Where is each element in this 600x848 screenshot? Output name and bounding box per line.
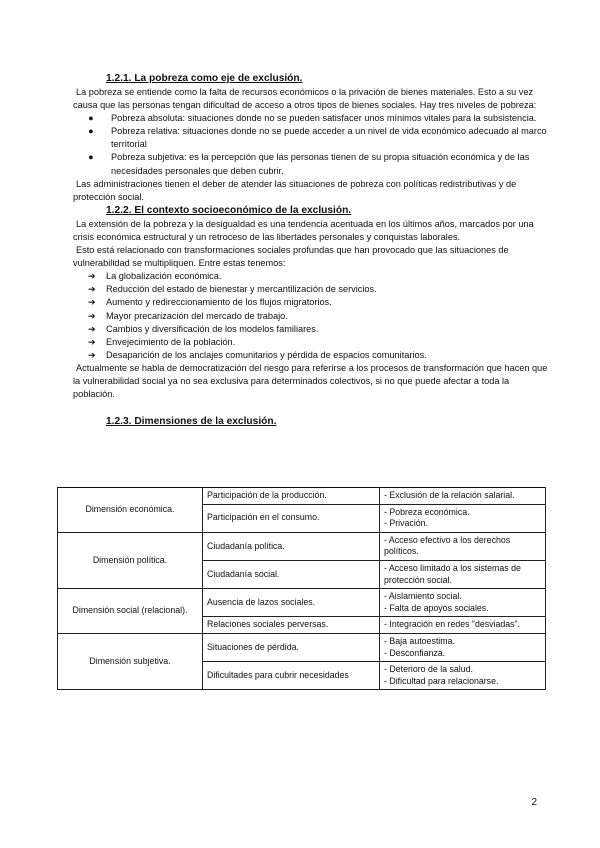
list-item: ➔ La globalización económica.: [73, 270, 551, 283]
dimension-cell: Dimensión subjetiva.: [58, 633, 203, 689]
factor-cell: Ciudadanía social.: [203, 560, 380, 588]
list-item: ➔ Mayor precarización del mercado de trabajo.: [73, 310, 551, 323]
paragraph-social-transformations: Esto está relacionado con transformaciones sociales profundas que han provocado que las situaciones de vulnerabilidad se multipliquen. Entre estas tenemos:: [73, 245, 509, 269]
paragraph-risk-democratization: Actualmente se habla de democratización del riesgo para referirse a los procesos de transformación que hacen que la vulnerabilidad social ya no sea exclusiva para determinados colectivos, si no que puede afectar a toda la población.: [73, 362, 548, 400]
heading-1-2-2: 1.2.2. El contexto socioeconómico de la exclusión.: [106, 204, 352, 216]
factor-cell: Participación en el consumo.: [203, 504, 380, 532]
bullet-icon: ●: [88, 126, 94, 137]
list-item: ➔ Reducción del estado de bienestar y mercantilización de servicios.: [73, 283, 551, 296]
heading-1-2-1: 1.2.1. La pobreza como eje de exclusión.: [106, 73, 303, 84]
factor-cell: Ciudadanía política.: [203, 532, 380, 560]
list-item: ● Pobreza relativa: situaciones donde no se puede acceder a un nivel de vida económico adecuado al marco territorial: [88, 126, 547, 150]
dimension-cell: Dimensión política.: [58, 532, 203, 588]
table-row: [58, 532, 546, 560]
list-item: ● Pobreza absoluta: situaciones donde no se pueden satisfacer unos mínimos vitales para la subsistencia.: [73, 112, 551, 125]
bullet-icon: ●: [88, 152, 94, 163]
arrow-icon: ➔: [88, 349, 96, 360]
list-item: ➔ Envejecimiento de la población.: [73, 336, 551, 349]
factor-cell: Participación de la producción.: [203, 488, 380, 505]
factor-cell: Relaciones sociales perversas.: [203, 617, 380, 634]
bullet-icon: ●: [88, 113, 94, 124]
list-item: ➔ Cambios y diversificación de los modelos familiares.: [73, 323, 551, 336]
arrow-icon: ➔: [88, 323, 96, 334]
transformations-list: [73, 270, 551, 362]
list-item: ● Pobreza subjetiva: es la percepción que las personas tienen de su propia situación económica y de las necesidades personales que deben cubrir.: [88, 152, 530, 176]
table-row: [58, 488, 546, 505]
factor-cell: Ausencia de lazos sociales.: [203, 589, 380, 617]
table-row: [58, 633, 546, 661]
indicator-cell: - Integración en redes “desviadas”.: [380, 617, 546, 634]
arrow-icon: ➔: [88, 336, 96, 347]
list-item: ➔ Desaparición de los anclajes comunitarios y pérdida de espacios comunitarios.: [73, 349, 551, 362]
indicator-cell: - Baja autoestima. - Desconfianza.: [380, 633, 546, 661]
indicator-cell: - Exclusión de la relación salarial.: [380, 488, 546, 505]
arrow-icon: ➔: [88, 297, 96, 308]
arrow-icon: ➔: [88, 271, 96, 282]
arrow-icon: ➔: [88, 284, 96, 295]
indicator-cell: - Acceso efectivo a los derechos políticos.: [380, 532, 546, 560]
indicator-cell: - Aislamiento social. - Falta de apoyos sociales.: [380, 589, 546, 617]
poverty-levels-list: [73, 112, 551, 177]
indicator-cell: - Pobreza económica. - Privación.: [380, 504, 546, 532]
factor-cell: Dificultades para cubrir necesidades: [203, 662, 380, 690]
table-row: [58, 589, 546, 617]
indicator-cell: - Deterioro de la salud. - Dificultad para relacionarse.: [380, 662, 546, 690]
dimension-cell: Dimensión económica.: [58, 488, 203, 533]
indicator-cell: - Acceso limitado a los sistemas de protección social.: [380, 560, 546, 588]
paragraph-poverty-extension: La extensión de la pobreza y la desigualdad es una tendencia acentuada en los últimos años, marcados por una crisis económica estructural y un retroceso de las libertades personales y conquistas laborales.: [73, 218, 534, 242]
list-item: ➔ Aumento y redireccionamiento de los flujos migratorios.: [73, 296, 551, 309]
paragraph-administrations: Las administraciones tienen el deber de atender las situaciones de pobreza con políticas redistributivas y de protección social.: [73, 178, 517, 202]
dimension-cell: Dimensión social (relacional).: [58, 589, 203, 634]
document-body: [73, 72, 551, 429]
exclusion-dimensions-table: [57, 487, 546, 690]
factor-cell: Situaciones de pérdida.: [203, 633, 380, 661]
page-number: 2: [531, 797, 537, 808]
arrow-icon: ➔: [88, 310, 96, 321]
paragraph-poverty-definition: La pobreza se entiende como la falta de recursos económicos o la privación de bienes materiales. Esto a su vez causa que las personas tengan dificultad de acceso a otros tipos de bienes sociales. Hay tres niveles de pobreza:: [73, 87, 537, 111]
heading-1-2-3: 1.2.3. Dimensiones de la exclusión.: [106, 416, 277, 428]
